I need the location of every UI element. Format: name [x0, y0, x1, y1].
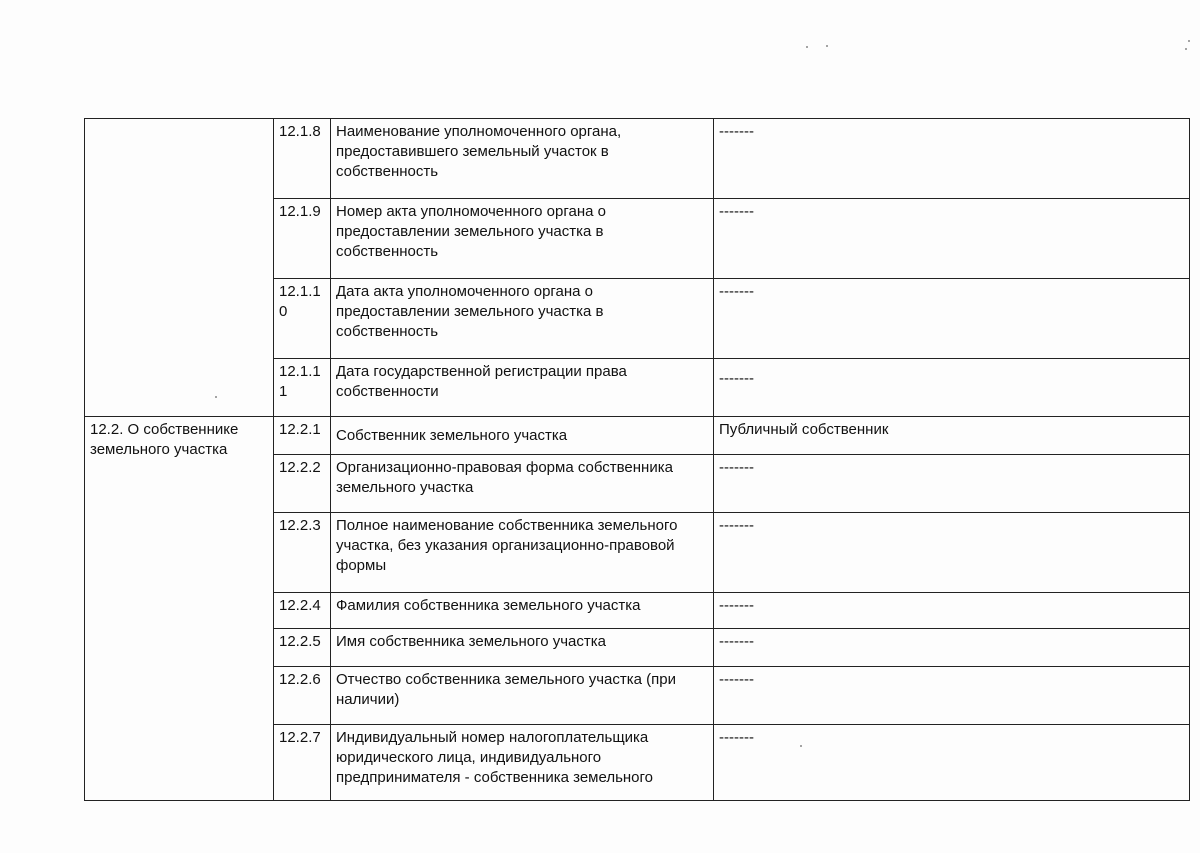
row-number: 12.2.5	[274, 629, 331, 667]
row-value: -------	[714, 513, 1190, 593]
scan-speck	[806, 46, 808, 48]
row-label: Индивидуальный номер налогоплательщика юридического лица, индивидуального предпринимателя - собственника земельного	[331, 725, 714, 801]
table-row	[85, 417, 1190, 455]
row-label: Полное наименование собственника земельного участка, без указания организационно-правовой формы	[331, 513, 714, 593]
row-number: 12.2.2	[274, 455, 331, 513]
row-label: Наименование уполномоченного органа, предоставившего земельный участок в собственность	[331, 119, 714, 199]
row-number: 12.2.7	[274, 725, 331, 801]
section-cell: 12.2. О собственнике земельного участка	[85, 417, 274, 801]
row-number: 12.1.8	[274, 119, 331, 199]
scan-speck	[1188, 40, 1190, 42]
row-value: -------	[714, 119, 1190, 199]
property-table	[84, 118, 1190, 801]
row-value: -------	[714, 279, 1190, 359]
row-number: 12.2.6	[274, 667, 331, 725]
row-label: Организационно-правовая форма собственника земельного участка	[331, 455, 714, 513]
row-number: 12.1.9	[274, 199, 331, 279]
table-row	[85, 119, 1190, 199]
row-label: Отчество собственника земельного участка (при наличии)	[331, 667, 714, 725]
row-value: -------	[714, 629, 1190, 667]
row-value: -------	[714, 725, 1190, 801]
scan-speck	[826, 45, 828, 47]
row-value: Публичный собственник	[714, 417, 1190, 455]
scan-speck	[1185, 48, 1187, 50]
row-number: 12.2.4	[274, 593, 331, 629]
row-label: Фамилия собственника земельного участка	[331, 593, 714, 629]
section-cell	[85, 119, 274, 417]
row-value: -------	[714, 359, 1190, 417]
row-value: -------	[714, 199, 1190, 279]
row-label: Дата государственной регистрации права собственности	[331, 359, 714, 417]
row-number: 12.2.3	[274, 513, 331, 593]
row-label: Номер акта уполномоченного органа о предоставлении земельного участка в собственность	[331, 199, 714, 279]
row-label: Имя собственника земельного участка	[331, 629, 714, 667]
scan-speck	[800, 745, 802, 747]
row-value: -------	[714, 455, 1190, 513]
row-value: -------	[714, 667, 1190, 725]
row-value: -------	[714, 593, 1190, 629]
scan-speck	[215, 396, 217, 398]
row-number: 12.2.1	[274, 417, 331, 455]
row-label: Дата акта уполномоченного органа о предоставлении земельного участка в собственность	[331, 279, 714, 359]
row-label: Собственник земельного участка	[331, 417, 714, 455]
row-number: 12.1.10	[274, 279, 331, 359]
row-number: 12.1.11	[274, 359, 331, 417]
